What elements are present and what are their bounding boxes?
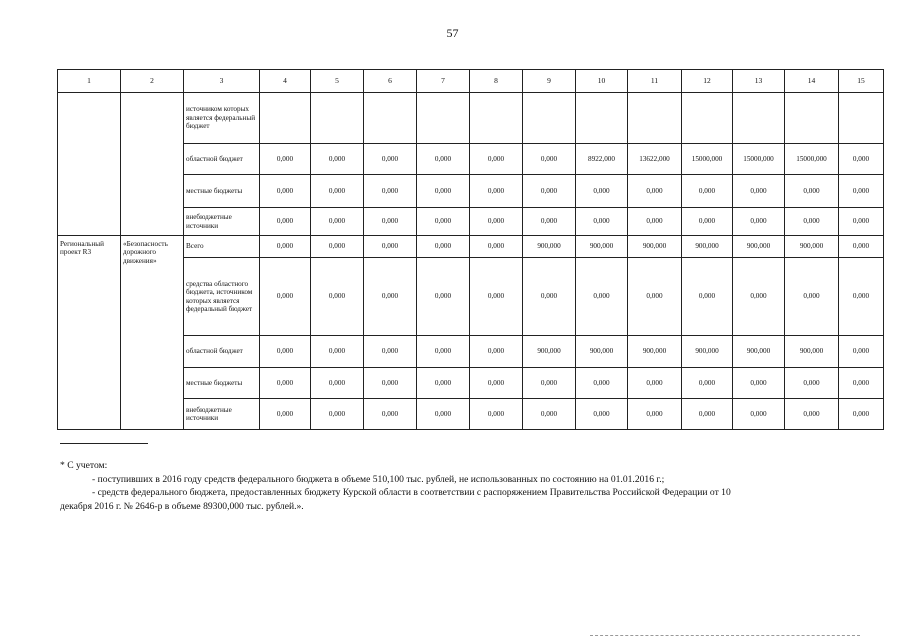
column-number-13: 13 <box>733 70 785 93</box>
value-cell: 0,000 <box>839 144 884 175</box>
column-number-4: 4 <box>260 70 311 93</box>
value-cell: 0,000 <box>682 208 733 236</box>
value-cell: 0,000 <box>364 399 417 430</box>
value-cell: 0,000 <box>576 258 628 336</box>
value-cell: 0,000 <box>364 336 417 368</box>
funding-source-label: местные бюджеты <box>184 175 260 208</box>
column-number-11: 11 <box>628 70 682 93</box>
footnote-line-3: декабря 2016 г. № 2646-р в объеме 89300,000 тыс. рублей.». <box>60 500 304 512</box>
value-cell: 900,000 <box>733 236 785 258</box>
funding-source-label: областной бюджет <box>184 144 260 175</box>
value-cell: 0,000 <box>839 258 884 336</box>
value-cell: 0,000 <box>733 368 785 399</box>
value-cell: 0,000 <box>364 368 417 399</box>
value-cell: 0,000 <box>523 258 576 336</box>
page-number: 57 <box>446 26 459 40</box>
value-cell: 0,000 <box>260 175 311 208</box>
value-cell: 900,000 <box>628 336 682 368</box>
footnote-line-2: - средств федерального бюджета, предоставленных бюджету Курской области в соответствии с распоряжением Правительства Российской Федерации от 10 <box>92 487 731 499</box>
value-cell: 0,000 <box>260 368 311 399</box>
value-cell: 900,000 <box>523 236 576 258</box>
column-number-7: 7 <box>417 70 470 93</box>
value-cell: 0,000 <box>417 175 470 208</box>
column-number-12: 12 <box>682 70 733 93</box>
value-cell: 0,000 <box>785 258 839 336</box>
value-cell: 0,000 <box>576 368 628 399</box>
value-cell: 0,000 <box>839 399 884 430</box>
value-cell: 0,000 <box>260 144 311 175</box>
value-cell: 0,000 <box>628 258 682 336</box>
table-row <box>58 93 884 144</box>
value-cell: 0,000 <box>364 236 417 258</box>
value-cell: 0,000 <box>311 258 364 336</box>
value-cell: 0,000 <box>364 144 417 175</box>
value-cell: 900,000 <box>785 336 839 368</box>
value-cell: 0,000 <box>311 175 364 208</box>
value-cell: 900,000 <box>682 236 733 258</box>
value-cell: 900,000 <box>733 336 785 368</box>
value-cell: 0,000 <box>682 368 733 399</box>
value-cell: 0,000 <box>417 144 470 175</box>
value-cell: 0,000 <box>785 368 839 399</box>
footnote-separator <box>60 443 148 444</box>
value-cell: 900,000 <box>576 336 628 368</box>
value-cell: 0,000 <box>523 368 576 399</box>
column-number-2: 2 <box>121 70 184 93</box>
value-cell: 0,000 <box>839 368 884 399</box>
value-cell: 0,000 <box>260 399 311 430</box>
value-cell: 900,000 <box>785 236 839 258</box>
funding-source-label: источником которых является федеральный бюджет <box>184 93 260 144</box>
value-cell: 0,000 <box>470 368 523 399</box>
value-cell: 0,000 <box>311 236 364 258</box>
value-cell: 0,000 <box>576 208 628 236</box>
funding-source-label: местные бюджеты <box>184 368 260 399</box>
value-cell: 0,000 <box>733 399 785 430</box>
value-cell: 0,000 <box>576 399 628 430</box>
column-number-6: 6 <box>364 70 417 93</box>
scan-artifact <box>590 635 860 638</box>
value-cell: 0,000 <box>417 399 470 430</box>
value-cell: 0,000 <box>839 336 884 368</box>
value-cell: 0,000 <box>682 258 733 336</box>
value-cell: 0,000 <box>576 175 628 208</box>
value-cell <box>682 93 733 144</box>
value-cell: 0,000 <box>417 336 470 368</box>
column-number-10: 10 <box>576 70 628 93</box>
value-cell: 0,000 <box>417 208 470 236</box>
project-cell-empty <box>58 93 121 236</box>
value-cell: 0,000 <box>682 399 733 430</box>
value-cell: 0,000 <box>470 258 523 336</box>
funding-source-label: внебюджетные источники <box>184 208 260 236</box>
value-cell: 0,000 <box>417 368 470 399</box>
value-cell: 0,000 <box>260 258 311 336</box>
value-cell: 0,000 <box>733 258 785 336</box>
value-cell: 0,000 <box>839 236 884 258</box>
value-cell: 0,000 <box>260 336 311 368</box>
value-cell: 0,000 <box>311 336 364 368</box>
column-number-3: 3 <box>184 70 260 93</box>
funding-source-label: внебюджетные источники <box>184 399 260 430</box>
value-cell: 0,000 <box>523 144 576 175</box>
budget-table <box>57 69 884 430</box>
value-cell: 0,000 <box>839 175 884 208</box>
value-cell: 900,000 <box>576 236 628 258</box>
value-cell: 0,000 <box>470 175 523 208</box>
value-cell <box>628 93 682 144</box>
value-cell: 0,000 <box>523 175 576 208</box>
value-cell <box>470 93 523 144</box>
value-cell <box>576 93 628 144</box>
value-cell: 0,000 <box>311 144 364 175</box>
value-cell <box>311 93 364 144</box>
column-number-8: 8 <box>470 70 523 93</box>
column-number-5: 5 <box>311 70 364 93</box>
value-cell: 0,000 <box>628 368 682 399</box>
table-row <box>58 236 884 258</box>
value-cell: 0,000 <box>260 208 311 236</box>
value-cell: 0,000 <box>260 236 311 258</box>
value-cell: 0,000 <box>364 208 417 236</box>
value-cell: 0,000 <box>417 258 470 336</box>
funding-source-label: областной бюджет <box>184 336 260 368</box>
column-number-9: 9 <box>523 70 576 93</box>
table-header-row <box>58 70 884 93</box>
value-cell: 0,000 <box>785 399 839 430</box>
value-cell <box>523 93 576 144</box>
value-cell: 0,000 <box>470 144 523 175</box>
value-cell: 0,000 <box>628 399 682 430</box>
value-cell: 15000,000 <box>682 144 733 175</box>
value-cell: 0,000 <box>470 336 523 368</box>
value-cell: 0,000 <box>523 208 576 236</box>
value-cell: 0,000 <box>839 208 884 236</box>
funding-source-label: Всего <box>184 236 260 258</box>
value-cell: 0,000 <box>470 399 523 430</box>
value-cell: 0,000 <box>311 368 364 399</box>
column-number-15: 15 <box>839 70 884 93</box>
footnote-title: * С учетом: <box>60 460 108 471</box>
value-cell: 0,000 <box>628 175 682 208</box>
value-cell: 0,000 <box>470 236 523 258</box>
value-cell: 13622,000 <box>628 144 682 175</box>
value-cell <box>785 93 839 144</box>
value-cell: 0,000 <box>628 208 682 236</box>
value-cell: 15000,000 <box>733 144 785 175</box>
value-cell: 0,000 <box>523 399 576 430</box>
value-cell: 900,000 <box>523 336 576 368</box>
value-cell: 0,000 <box>733 208 785 236</box>
project-name-cell-empty <box>121 93 184 236</box>
value-cell: 0,000 <box>364 175 417 208</box>
value-cell: 0,000 <box>470 208 523 236</box>
column-number-14: 14 <box>785 70 839 93</box>
value-cell <box>417 93 470 144</box>
footnote-line-1: - поступивших в 2016 году средств федерального бюджета в объеме 510,100 тыс. рублей, не использованных по состоянию на 01.01.2016 г.; <box>92 473 665 485</box>
footnote <box>60 459 850 513</box>
value-cell <box>839 93 884 144</box>
value-cell: 0,000 <box>311 399 364 430</box>
value-cell: 900,000 <box>682 336 733 368</box>
value-cell <box>260 93 311 144</box>
value-cell: 0,000 <box>364 258 417 336</box>
value-cell: 0,000 <box>785 208 839 236</box>
value-cell: 15000,000 <box>785 144 839 175</box>
project-name-cell: «Безопасность дорожного движения» <box>121 236 184 430</box>
value-cell: 0,000 <box>733 175 785 208</box>
value-cell: 900,000 <box>628 236 682 258</box>
project-code-cell: Региональный проект R3 <box>58 236 121 430</box>
value-cell: 0,000 <box>417 236 470 258</box>
value-cell <box>733 93 785 144</box>
value-cell: 8922,000 <box>576 144 628 175</box>
value-cell: 0,000 <box>682 175 733 208</box>
value-cell: 0,000 <box>785 175 839 208</box>
value-cell <box>364 93 417 144</box>
funding-source-label: средства областного бюджета, источником которых является федеральный бюджет <box>184 258 260 336</box>
column-number-1: 1 <box>58 70 121 93</box>
value-cell: 0,000 <box>311 208 364 236</box>
